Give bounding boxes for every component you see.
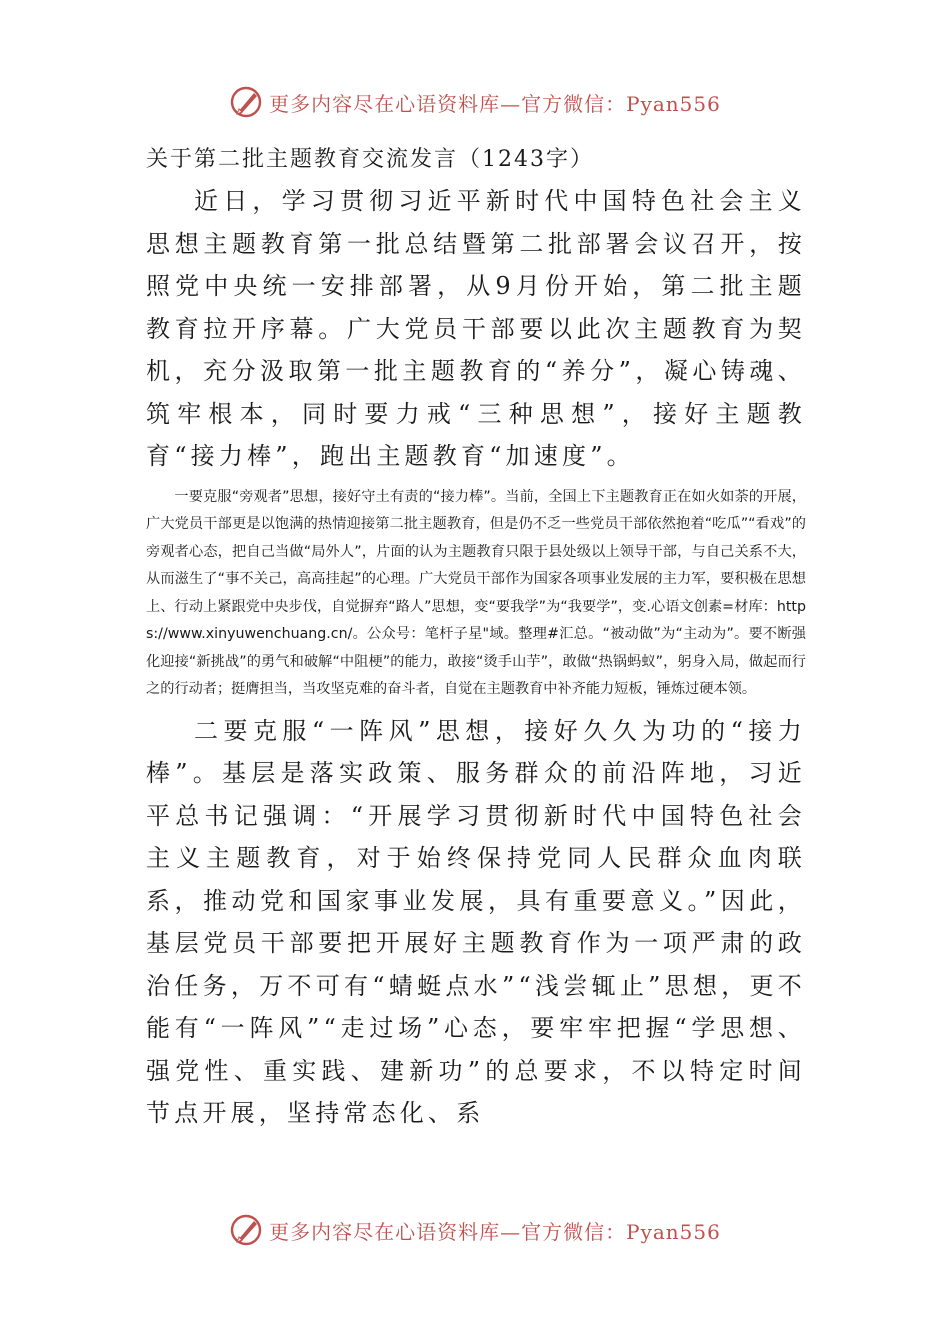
document-title: 关于第二批主题教育交流发言（1243字） — [146, 147, 594, 172]
paragraph-point-one: 一要克服“旁观者”思想，接好守土有责的“接力棒”。当前，全国上下主题教育正在如火如荼的开展，广大党员干部更是以饱满的热情迎接第二批主题教育，但是仍不乏一些党员干部依然抱着“吃瓜”“看戏”的旁观者心态，把自己当做“局外人”，片面的认为主题教育只限于县处级以上领导干部，与自己关系不大，从而滋生了“事不关己，高高挂起”的心理。广大党员干部作为国家各项事业发展的主力军，要积极在思想上、行动上紧跟党中央步伐，自觉摒弃“路人”思想，变“要我学”为“我要学”，变.心语文创素=材库：https://www.xinyuwenchuang.cn/。公众号：笔杆子星"域。整理#汇总。“被动做”为“主动为”。要不断强化迎接“新挑战”的勇气和破解“中阻梗”的能力，敢接“烫手山芋”，敢做“热锅蚂蚁”，躬身入局，做起而行之的行动者；挺膺担当，当攻坚克难的奋斗者，自觉在主题教育中补齐能力短板，锤炼过硬本领。 — [146, 488, 806, 697]
footer-banner — [0, 1210, 950, 1250]
pen-logo-icon — [229, 85, 263, 119]
paragraph-point-two: 二要克服“一阵风”思想，接好久久为功的“接力棒”。基层是落实政策、服务群众的前沿阵地，习近平总书记强调：“开展学习贯彻新时代中国特色社会主义主题教育，对于始终保持党同人民群众血肉联系，推动党和国家事业发展，具有重要意义。”因此，基层党员干部要把开展好主题教育作为一项严肃的政治任务，万不可有“蜻蜓点水”“浅尝辄止”思想，更不能有“一阵风”“走过场”心态，要牢牢把握“学思想、强党性、重实践、建新功”的总要求，不以特定时间节点开展，坚持常态化、系 — [146, 716, 806, 1127]
banner-text: 更多内容尽在心语资料库—官方微信：Pyan556 — [269, 1219, 721, 1244]
document-body — [146, 140, 806, 1135]
paragraph-intro: 近日，学习贯彻习近平新时代中国特色社会主义思想主题教育第一批总结暨第二批部署会议召开，按照党中央统一安排部署，从9月份开始，第二批主题教育拉开序幕。广大党员干部要以此次主题教育为契机，充分汲取第一批主题教育的“养分”，凝心铸魂、筑牢根本，同时要力戒“三种思想”，接好主题教育“接力棒”，跑出主题教育“加速度”。 — [146, 187, 806, 470]
pen-logo-icon — [229, 1213, 263, 1247]
header-banner — [0, 82, 950, 122]
banner-text: 更多内容尽在心语资料库—官方微信：Pyan556 — [269, 91, 721, 116]
